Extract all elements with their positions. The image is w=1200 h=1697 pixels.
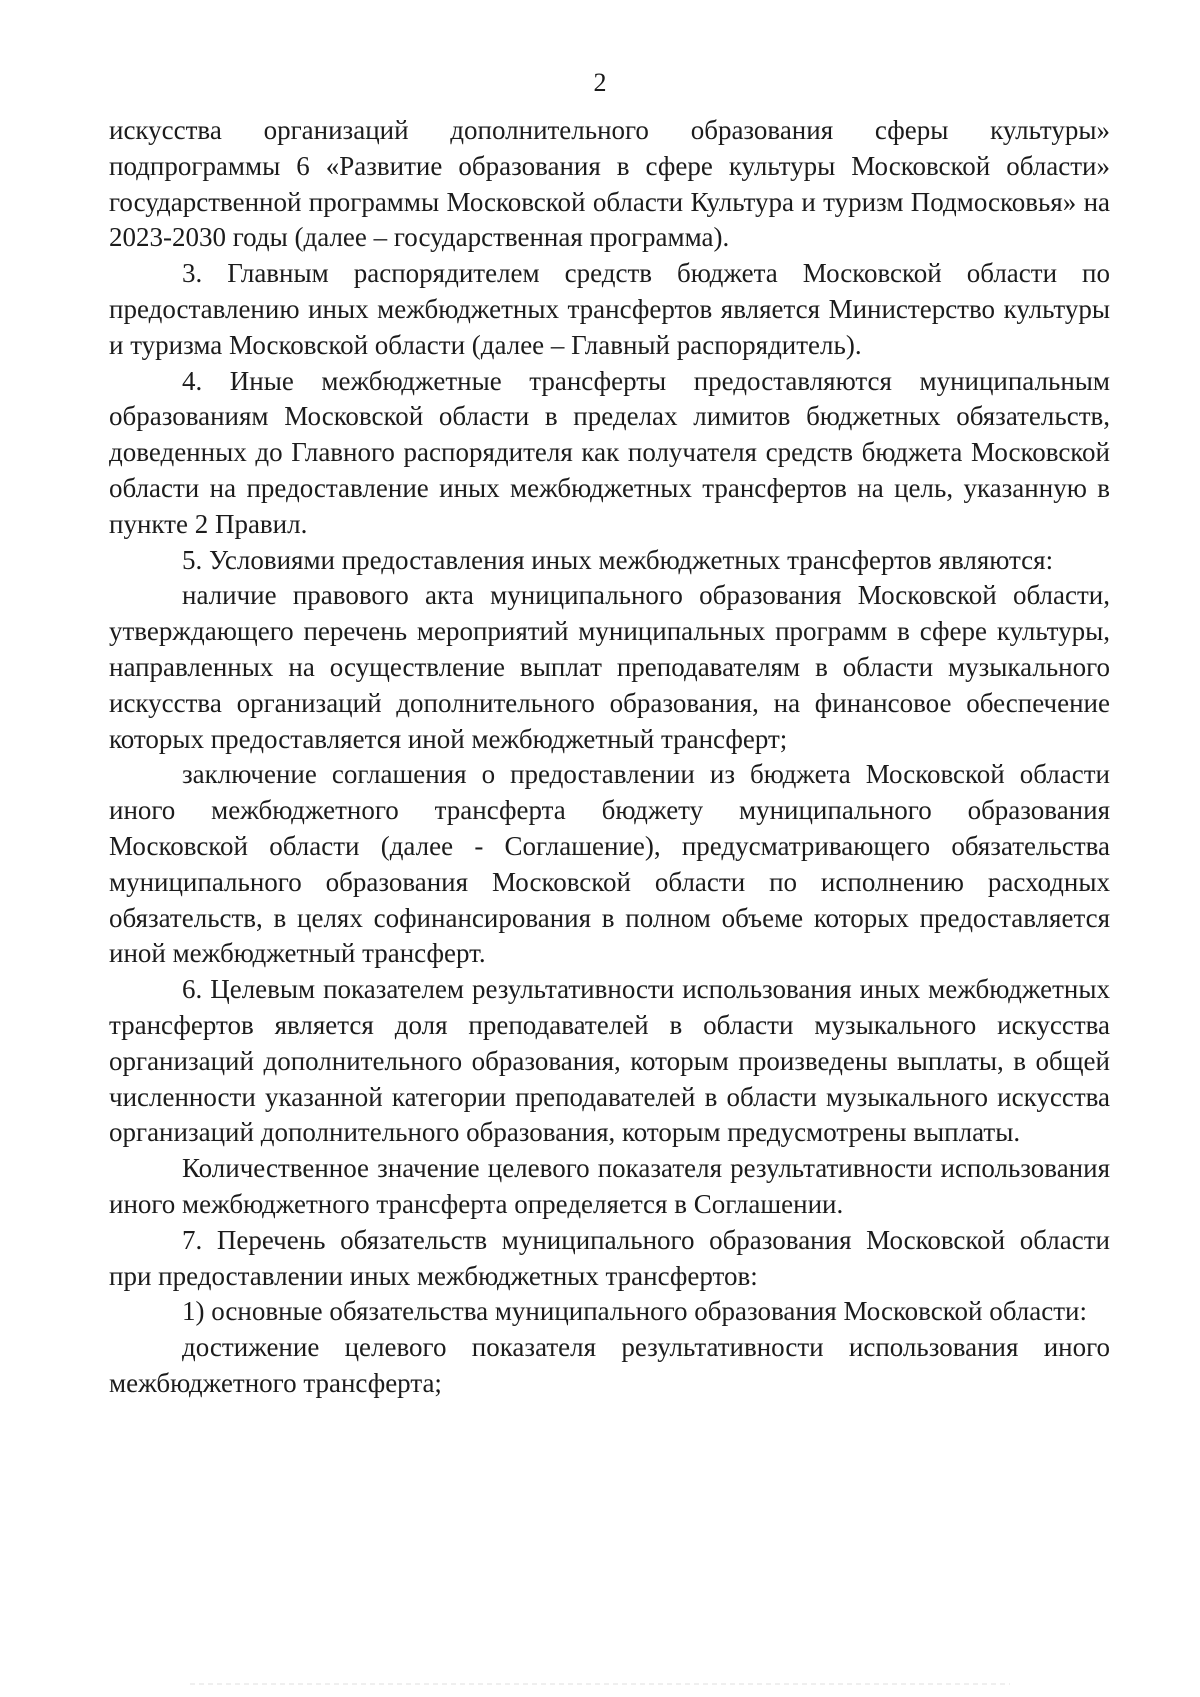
paragraph-7-item-1-obligation: достижение целевого показателя результативности использования иного межбюджетного трансферта;: [109, 1332, 1110, 1398]
paragraph-7-item-1: 1) основные обязательства муниципального образования Московской области:: [182, 1296, 1087, 1327]
paragraph-5-condition-1: наличие правового акта муниципального образования Московской области, утверждающего перечень мероприятий муниципальных программ в сфере культуры, направленных на осуществление выплат преподавателям в области музыкального искусства организаций дополнительного образования, на финансовое обеспечение которых предоставляется иной межбюджетный трансферт;: [109, 580, 1110, 754]
paragraph-7: 7. Перечень обязательств муниципального образования Московской области при предоставлении иных межбюджетных трансфертов:: [109, 1224, 1110, 1291]
scan-artifact-line: [190, 1683, 1010, 1685]
paragraph-3: 3. Главным распорядителем средств бюджета Московской области по предоставлению иных межбюджетных трансфертов является Министерство культуры и туризма Московской области (далее – Главный распорядитель).: [109, 258, 1110, 360]
paragraph-6: 6. Целевым показателем результативности использования иных межбюджетных трансфертов является доля преподавателей в области музыкального искусства организаций дополнительного образования, которым произведены выплаты, в общей численности указанной категории преподавателей в области музыкального искусства организаций дополнительного образования, которым предусмотрены выплаты.: [109, 974, 1110, 1148]
paragraph-5: 5. Условиями предоставления иных межбюджетных трансфертов являются:: [182, 544, 1054, 575]
paragraph-6-value: Количественное значение целевого показателя результативности использования иного межбюджетного трансферта определяется в Соглашении.: [109, 1153, 1110, 1219]
paragraph-4: 4. Иные межбюджетные трансферты предоставляются муниципальным образованиям Московской области в пределах лимитов бюджетных обязательств, доведенных до Главного распорядителя как получателя средств бюджета Московской области на предоставление иных межбюджетных трансфертов на цель, указанную в пункте 2 Правил.: [109, 365, 1110, 539]
paragraph-5-condition-2: заключение соглашения о предоставлении из бюджета Московской области иного межбюджетного трансферта бюджету муниципального образования Московской области (далее - Соглашение), предусматривающего обязательства муниципального образования Московской области по исполнению расходных обязательств, в целях софинансирования в полном объеме которых предоставляется иной межбюджетный трансферт.: [109, 759, 1110, 969]
document-body: [109, 113, 1110, 1402]
page-number: 2: [593, 68, 607, 97]
paragraph-continuation: искусства организаций дополнительного образования сферы культуры» подпрограммы 6 «Развитие образования в сфере культуры Московской области» государственной программы Московской области Культура и туризм Подмосковья» на 2023-2030 годы (далее – государственная программа).: [109, 115, 1110, 253]
